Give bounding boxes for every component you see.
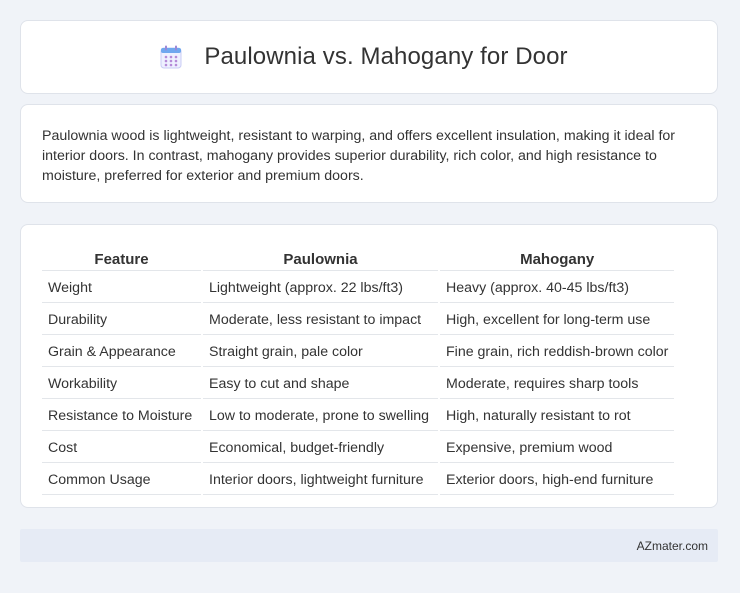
table-row (42, 337, 674, 367)
title-wrap (160, 43, 567, 71)
column-header-paulownia: Paulownia (203, 247, 438, 271)
cell-feature: Common Usage (42, 465, 201, 495)
footer-site-link[interactable]: AZmater.com (636, 538, 708, 553)
cell-paulownia: Lightweight (approx. 22 lbs/ft3) (203, 273, 438, 303)
cell-paulownia: Straight grain, pale color (203, 337, 438, 367)
footer (20, 529, 718, 562)
table-header-row (42, 247, 674, 271)
cell-paulownia: Economical, budget-friendly (203, 433, 438, 463)
comparison-table (40, 245, 676, 497)
cell-mahogany: Expensive, premium wood (440, 433, 674, 463)
summary-card (20, 104, 718, 203)
cell-mahogany: Fine grain, rich reddish-brown color (440, 337, 674, 367)
comparison-table-card (20, 224, 718, 508)
cell-mahogany: Exterior doors, high-end furniture (440, 465, 674, 495)
cell-paulownia: Interior doors, lightweight furniture (203, 465, 438, 495)
table-row (42, 305, 674, 335)
title-card (20, 20, 718, 94)
cell-feature: Cost (42, 433, 201, 463)
table-row (42, 369, 674, 399)
cell-feature: Grain & Appearance (42, 337, 201, 367)
page-title: Paulownia vs. Mahogany for Door (204, 43, 568, 70)
cell-feature: Durability (42, 305, 201, 335)
cell-paulownia: Moderate, less resistant to impact (203, 305, 438, 335)
cell-feature: Workability (42, 369, 201, 399)
cell-mahogany: Heavy (approx. 40-45 lbs/ft3) (440, 273, 674, 303)
table-row (42, 465, 674, 495)
calendar-icon (160, 45, 182, 69)
column-header-feature: Feature (42, 247, 201, 271)
table-row (42, 433, 674, 463)
column-header-mahogany: Mahogany (440, 247, 674, 271)
summary-text: Paulownia wood is lightweight, resistant to warping, and offers excellent insulation, making it ideal for interior doors. In contrast, mahogany provides superior durability, rich color, and high resistance to moisture, preferred for exterior and premium doors. (42, 128, 676, 184)
cell-feature: Resistance to Moisture (42, 401, 201, 431)
cell-mahogany: High, excellent for long-term use (440, 305, 674, 335)
cell-mahogany: High, naturally resistant to rot (440, 401, 674, 431)
cell-paulownia: Low to moderate, prone to swelling (203, 401, 438, 431)
cell-mahogany: Moderate, requires sharp tools (440, 369, 674, 399)
table-row (42, 401, 674, 431)
cell-paulownia: Easy to cut and shape (203, 369, 438, 399)
table-row (42, 273, 674, 303)
cell-feature: Weight (42, 273, 201, 303)
